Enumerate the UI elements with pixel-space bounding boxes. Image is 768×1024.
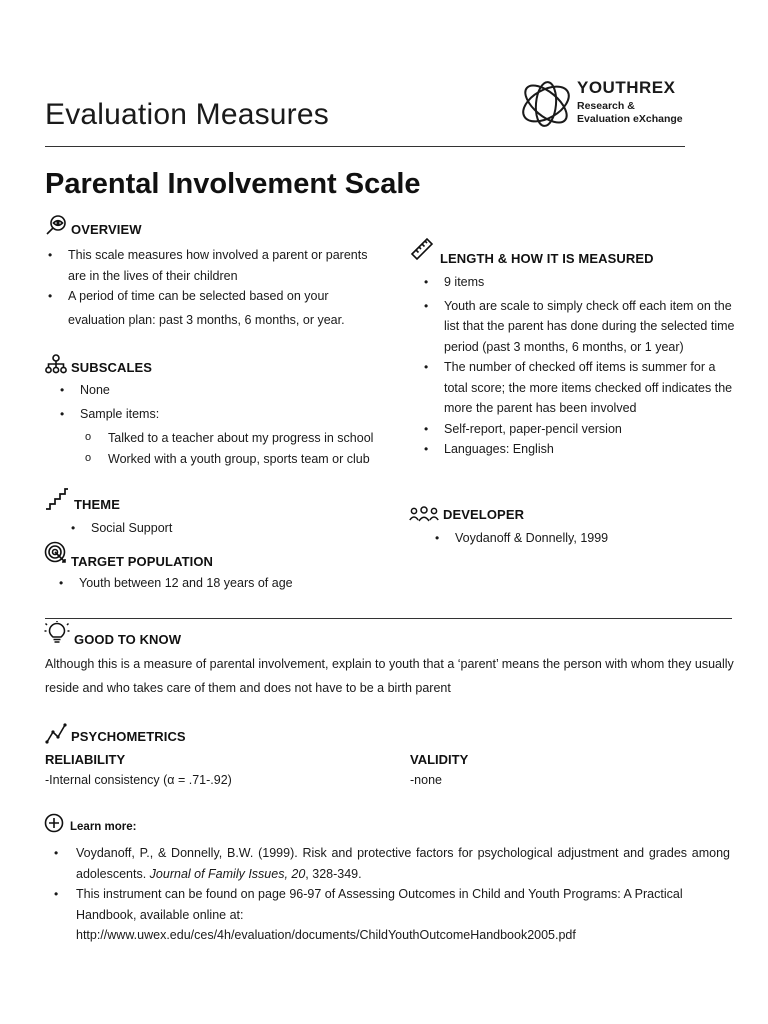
references-list <box>52 843 730 946</box>
theme-heading: THEME <box>74 497 120 512</box>
document-header-title: Evaluation Measures <box>45 98 329 131</box>
line-graph-icon <box>45 722 67 744</box>
list-item: • Languages: English <box>420 439 740 460</box>
hierarchy-icon <box>45 354 67 374</box>
target-population-heading: TARGET POPULATION <box>71 554 214 569</box>
list-item: • Youth between 12 and 18 years of age <box>55 573 385 594</box>
validity-text: -none <box>410 773 442 787</box>
list-item: • This scale measures how involved a parent or parents are in the lives of their children <box>44 245 384 286</box>
list-item: • Voydanoff & Donnelly, 1999 <box>431 528 731 549</box>
youthrex-logo <box>518 76 688 132</box>
developer-heading: DEVELOPER <box>443 507 525 522</box>
list-item: • Social Support <box>67 518 367 539</box>
overview-heading: OVERVIEW <box>71 222 142 237</box>
list-item: • A period of time can be selected based on your evaluation plan: past 3 months, 6 months, or year. <box>44 286 384 333</box>
reference-item: • This instrument can be found on page 96-97 of Assessing Outcomes in Child and Youth Programs: A Practical Handbook, available online at: http://www.uwex.edu/ces/4h/evaluation/documents/ChildYouthOutcomeHandbook2005.pdf <box>52 884 730 946</box>
list-item: • Youth are scale to simply check off each item on the list that the parent has done during the selected time period (past 3 months, 6 months, or 1 year) <box>420 296 740 358</box>
list-item: • Sample items: <box>56 404 386 425</box>
logo-subtitle-2: Evaluation eXchange <box>577 113 683 125</box>
reliability-heading: RELIABILITY <box>45 752 126 767</box>
page-title: Parental Involvement Scale <box>45 168 421 200</box>
psychometrics-heading: PSYCHOMETRICS <box>71 729 186 744</box>
subscales-list <box>56 380 386 424</box>
length-list <box>420 272 740 460</box>
header-divider <box>45 146 685 147</box>
theme-list <box>67 518 367 539</box>
subscales-heading: SUBSCALES <box>71 360 153 375</box>
sample-item: o Worked with a youth group, sports team or club <box>83 449 383 470</box>
sample-items-list <box>83 428 383 469</box>
learn-more-heading: Learn more: <box>70 821 137 833</box>
reference-item: • Voydanoff, P., & Donnelly, B.W. (1999). Risk and protective factors for psychological adjustment and grades among adolescents. Journal of Family Issues, 20, 328-349. <box>52 843 730 884</box>
youthrex-logo-icon <box>518 76 574 132</box>
overview-list <box>44 245 384 333</box>
reliability-text: -Internal consistency (α = .71-.92) <box>45 773 232 787</box>
good-to-know-line-1: Although this is a measure of parental involvement, explain to youth that a ‘parent’ means the person with whom they usually <box>45 657 734 671</box>
good-to-know-line-2: reside and who takes care of them and does not have to be a birth parent <box>45 681 451 695</box>
sample-item: o Talked to a teacher about my progress in school <box>83 428 383 449</box>
ruler-icon <box>410 237 434 261</box>
list-item: • Self-report, paper-pencil version <box>420 419 740 440</box>
logo-name: YOUTHREX <box>577 78 676 97</box>
magnifier-eye-icon <box>45 214 67 236</box>
people-group-icon <box>409 506 439 522</box>
list-item: • The number of checked off items is summer for a total score; the more items checked off indicates the more the parent has been involved <box>420 357 740 419</box>
length-heading: LENGTH & HOW IT IS MEASURED <box>440 251 654 266</box>
list-item: • 9 items <box>420 272 740 293</box>
good-to-know-heading: GOOD TO KNOW <box>74 632 182 647</box>
good-to-know-text <box>45 652 735 700</box>
lightbulb-icon <box>44 621 70 645</box>
developer-list <box>431 528 731 549</box>
list-item: • None <box>56 380 386 401</box>
target-icon <box>44 541 68 565</box>
plus-circle-icon <box>44 813 64 833</box>
stairs-icon <box>45 488 69 510</box>
validity-heading: VALIDITY <box>410 752 469 767</box>
target-population-list <box>55 573 385 594</box>
logo-subtitle-1: Research & <box>577 100 635 112</box>
section-divider <box>45 618 732 619</box>
